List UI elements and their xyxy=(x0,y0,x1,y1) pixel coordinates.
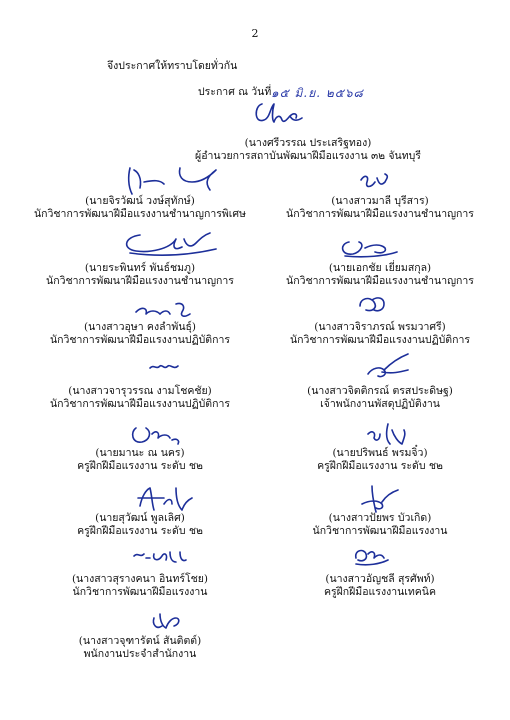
signatory-name-1: (นายจิรวัฒน์ วงษ์สุทักษ์) xyxy=(85,195,195,207)
signature-15 xyxy=(146,608,186,634)
signatory-title-7: นักวิชาการพัฒนาฝีมือแรงงานปฏิบัติการ xyxy=(49,398,231,410)
signatory-name-2: (นางสาวมาลี บุรีสาร) xyxy=(331,195,429,207)
announcement-text: จึงประกาศให้ทราบโดยทั่วกัน xyxy=(107,60,238,72)
signatory-title-12: นักวิชาการพัฒนาฝีมือแรงงาน xyxy=(312,525,448,537)
signatory-title-4: นักวิชาการพัฒนาฝีมือแรงงานชำนาญการ xyxy=(286,275,474,287)
signatory-name-12: (นางสาวปัยพร บัวเกิด) xyxy=(328,512,432,524)
page-number: 2 xyxy=(251,27,259,40)
signature-9 xyxy=(126,420,190,450)
signatory-title-2: นักวิชาการพัฒนาฝีมือแรงงานชำนาญการ xyxy=(286,208,474,220)
signatory-title-13: นักวิชาการพัฒนาฝีมือแรงงาน xyxy=(72,586,208,598)
signatory-title-3: นักวิชาการพัฒนาฝีมือแรงงานชำนาญการ xyxy=(46,275,234,287)
signature-5 xyxy=(130,296,200,322)
signatory-name-3: (นายระพินทร์ พันธ์ชมภู) xyxy=(84,262,196,274)
signature-2 xyxy=(355,168,395,196)
signatory-title-15: พนักงานประจำสำนักงาน xyxy=(83,648,197,660)
signature-8 xyxy=(358,350,418,384)
signatory-title-14: ครูฝึกฝีมือแรงงานเทคนิค xyxy=(323,586,437,598)
signatory-name-15: (นางสาวจุฑารัตน์ สันติตต์) xyxy=(78,635,202,647)
signatory-name-4: (นายเอกชัย เยี่ยมสกุล) xyxy=(328,262,432,274)
announce-label: ประกาศ ณ วันที่ xyxy=(198,86,272,98)
signatory-title-10: ครูฝึกฝีมือแรงงาน ระดับ ช๒ xyxy=(317,460,443,472)
signature-7 xyxy=(146,360,186,374)
signature-11 xyxy=(130,482,200,516)
signatory-name-14: (นางสาวอัญชลี สุรศัพท์) xyxy=(325,573,435,585)
signature-13 xyxy=(128,546,188,570)
signature-14 xyxy=(348,542,398,570)
signature-3 xyxy=(110,225,230,261)
announce-date: ๑๕ มิ.ย. ๒๕๖๘ xyxy=(271,86,364,100)
signature-10 xyxy=(362,420,412,450)
signatory-name-9: (นายมานะ ณ นคร) xyxy=(95,447,185,459)
signatory-title-11: ครูฝึกฝีมือแรงงาน ระดับ ช๒ xyxy=(77,525,203,537)
signatory-title-5: นักวิชาการพัฒนาฝีมือแรงงานปฏิบัติการ xyxy=(49,334,231,346)
signatory-title-8: เจ้าพนักงานพัสดุปฏิบัติงาน xyxy=(320,398,440,410)
signatory-name-8: (นางสาวจิตติกรณ์ ตรสประดิษฐ) xyxy=(307,385,453,397)
signatory-name-5: (นางสาวอุษา คงลำพันธุ์) xyxy=(83,321,197,333)
signature-6 xyxy=(352,290,392,320)
signatory-name-13: (นางสาวสุรางคนา อินทร์โชย) xyxy=(71,573,209,585)
director-title: ผู้อำนวยการสถาบันพัฒนาฝีมือแรงงาน ๓๒ จันทบุรี xyxy=(195,150,421,162)
signatory-name-10: (นายปริพนธ์ พรมจิ๋ว) xyxy=(332,447,428,459)
signatory-title-1: นักวิชาการพัฒนาฝีมือแรงงานชำนาญการพิเศษ xyxy=(34,208,246,220)
signature-12 xyxy=(352,482,402,516)
signatory-name-7: (นางสาวจารุวรรณ งามโชคชัย) xyxy=(68,385,212,397)
signatory-name-11: (นายสุวัฒน์ พูลเลิศ) xyxy=(95,512,185,524)
signatory-name-6: (นางสาวจิราภรณ์ พรมวาศรี) xyxy=(314,321,446,333)
signatory-title-9: ครูฝึกฝีมือแรงงาน ระดับ ช๒ xyxy=(77,460,203,472)
signature-4 xyxy=(335,234,405,260)
director-name: (นางศรีวรรณ ประเสริฐทอง) xyxy=(244,137,372,149)
signatory-title-6: นักวิชาการพัฒนาฝีมือแรงงานปฏิบัติการ xyxy=(289,334,471,346)
signature-1 xyxy=(120,160,230,200)
